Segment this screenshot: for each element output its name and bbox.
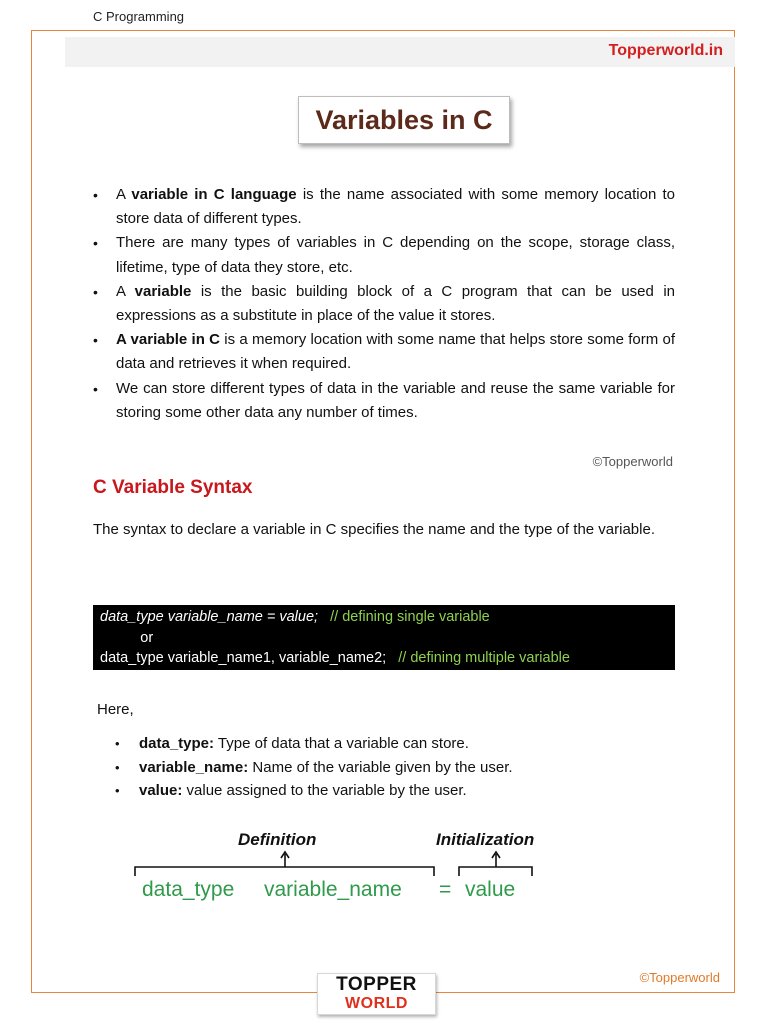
diagram-data-type: data_type [142, 878, 235, 901]
bullet-item: • A variable in C is a memory location with some name that helps store some form of data and retrieves it when required. [93, 328, 675, 376]
bullet-icon: • [93, 283, 98, 300]
brand-link[interactable]: Topperworld.in [608, 42, 723, 59]
here-label: Here, [97, 701, 134, 718]
initialization-bracket [459, 852, 532, 876]
definition-label: Definition [238, 830, 317, 849]
brand-bar [65, 37, 735, 67]
code-line-2: or [100, 629, 154, 646]
copyright-footer: ©Topperworld [639, 970, 720, 985]
diagram-value: value [465, 878, 516, 901]
bullet-icon: • [115, 759, 120, 775]
definition-item: • data_type: Type of data that a variable can store. [115, 732, 513, 756]
code-line-1: data_type variable_name = value; // defining single variable [100, 609, 490, 625]
syntax-diagram [126, 824, 556, 910]
intro-bullet-list [93, 183, 675, 425]
diagram-equals: = [439, 878, 452, 901]
definition-item: • value: value assigned to the variable by the user. [115, 779, 513, 803]
bullet-item: • There are many types of variables in C depending on the scope, storage class, lifetime, type of data they store, etc. [93, 231, 675, 279]
bullet-item: • We can store different types of data in the variable and reuse the same variable for storing some other data any number of times. [93, 377, 675, 425]
logo-top-text: TOPPER [336, 974, 417, 995]
topperworld-logo [317, 973, 436, 1015]
code-block [93, 605, 675, 670]
bullet-item: • A variable is the basic building block of a C program that can be used in expressions as a substitute in place of the value it stores. [93, 280, 675, 328]
definition-list [115, 732, 513, 803]
page-title: Variables in C [315, 104, 493, 135]
section-heading: C Variable Syntax [93, 477, 253, 498]
logo-bottom-text: WORLD [345, 995, 408, 1012]
code-line-3: data_type variable_name1, variable_name2; // defining multiple variable [100, 650, 570, 666]
bullet-icon: • [115, 783, 120, 798]
bullet-icon: • [93, 332, 98, 349]
bullet-item: • A variable in C language is the name associated with some memory location to store data of different types. [93, 183, 675, 231]
bullet-icon: • [93, 187, 98, 203]
bullet-icon: • [93, 235, 98, 252]
diagram-variable-name: variable_name [264, 878, 402, 901]
title-box [298, 96, 510, 144]
bullet-icon: • [115, 736, 120, 751]
definition-item: • variable_name: Name of the variable given by the user. [115, 756, 513, 780]
running-header: C Programming [93, 9, 185, 24]
copyright-note: ©Topperworld [592, 454, 673, 469]
definition-bracket [135, 852, 434, 876]
bullet-icon: • [93, 380, 98, 397]
initialization-label: Initialization [436, 830, 535, 849]
syntax-intro: The syntax to declare a variable in C specifies the name and the type of the variable. [93, 521, 655, 538]
